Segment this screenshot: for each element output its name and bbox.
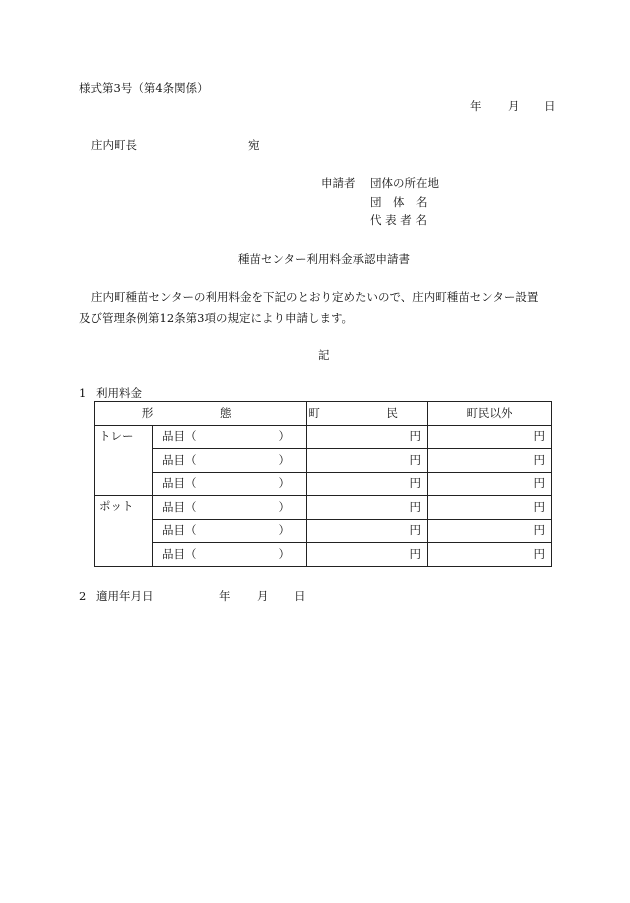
ki-heading: 記 [318, 348, 330, 362]
resident-fee-cell[interactable]: 円 [307, 519, 428, 543]
section-2-number: 2 [79, 589, 87, 603]
table-row [95, 449, 552, 473]
body-text-line-2: 及び管理条例第12条第3項の規定により申請します。 [79, 311, 354, 325]
non-resident-fee-cell[interactable]: 円 [428, 496, 552, 520]
non-resident-fee-cell[interactable]: 円 [428, 543, 552, 567]
resident-fee-cell[interactable]: 円 [307, 472, 428, 496]
table-row [95, 472, 552, 496]
resident-fee-cell[interactable]: 円 [307, 543, 428, 567]
header-form: 形 態 [95, 402, 307, 426]
section-2-label: 適用年月日 [96, 589, 154, 603]
addressee-name: 庄内町長 [91, 138, 137, 152]
item-field[interactable]: 品目（ ） [153, 496, 307, 520]
item-field[interactable]: 品目（ ） [153, 543, 307, 567]
non-resident-fee-cell[interactable]: 円 [428, 519, 552, 543]
non-resident-fee-cell[interactable]: 円 [428, 472, 552, 496]
table-row [95, 543, 552, 567]
resident-fee-cell[interactable]: 円 [307, 425, 428, 449]
applicant-group-name-label: 団 体 名 [370, 195, 428, 209]
header-resident: 町 民 [307, 402, 428, 426]
item-field[interactable]: 品目（ ） [153, 472, 307, 496]
form-number: 様式第3号（第4条関係） [79, 81, 209, 95]
section-1-label: 利用料金 [96, 386, 142, 400]
resident-fee-cell[interactable]: 円 [307, 449, 428, 473]
category-pot: ポット [95, 496, 153, 567]
item-field[interactable]: 品目（ ） [153, 449, 307, 473]
category-tray: トレー [95, 425, 153, 496]
item-field[interactable]: 品目（ ） [153, 425, 307, 449]
resident-fee-cell[interactable]: 円 [307, 496, 428, 520]
applicant-address-label: 団体の所在地 [370, 176, 439, 190]
date-day: 日 [544, 99, 556, 113]
table-row [95, 519, 552, 543]
section-2-day: 日 [294, 589, 306, 603]
table-row [95, 496, 552, 520]
section-1-number: 1 [79, 386, 87, 400]
item-field[interactable]: 品目（ ） [153, 519, 307, 543]
fee-table-header-row [95, 402, 552, 426]
non-resident-fee-cell[interactable]: 円 [428, 449, 552, 473]
fee-table [94, 401, 552, 567]
table-row [95, 425, 552, 449]
non-resident-fee-cell[interactable]: 円 [428, 425, 552, 449]
date-year: 年 [470, 99, 482, 113]
document-title: 種苗センター利用料金承認申請書 [237, 252, 411, 266]
section-2-month: 月 [257, 589, 269, 603]
body-text-line-1: 庄内町種苗センターの利用料金を下記のとおり定めたいので、庄内町種苗センター設置 [91, 290, 539, 304]
applicant-label: 申請者 [321, 176, 356, 190]
applicant-representative-label: 代 表 者 名 [370, 213, 427, 227]
addressee-suffix: 宛 [248, 138, 260, 152]
section-2-year: 年 [219, 589, 231, 603]
date-month: 月 [508, 99, 520, 113]
header-non-resident: 町民以外 [428, 402, 552, 426]
